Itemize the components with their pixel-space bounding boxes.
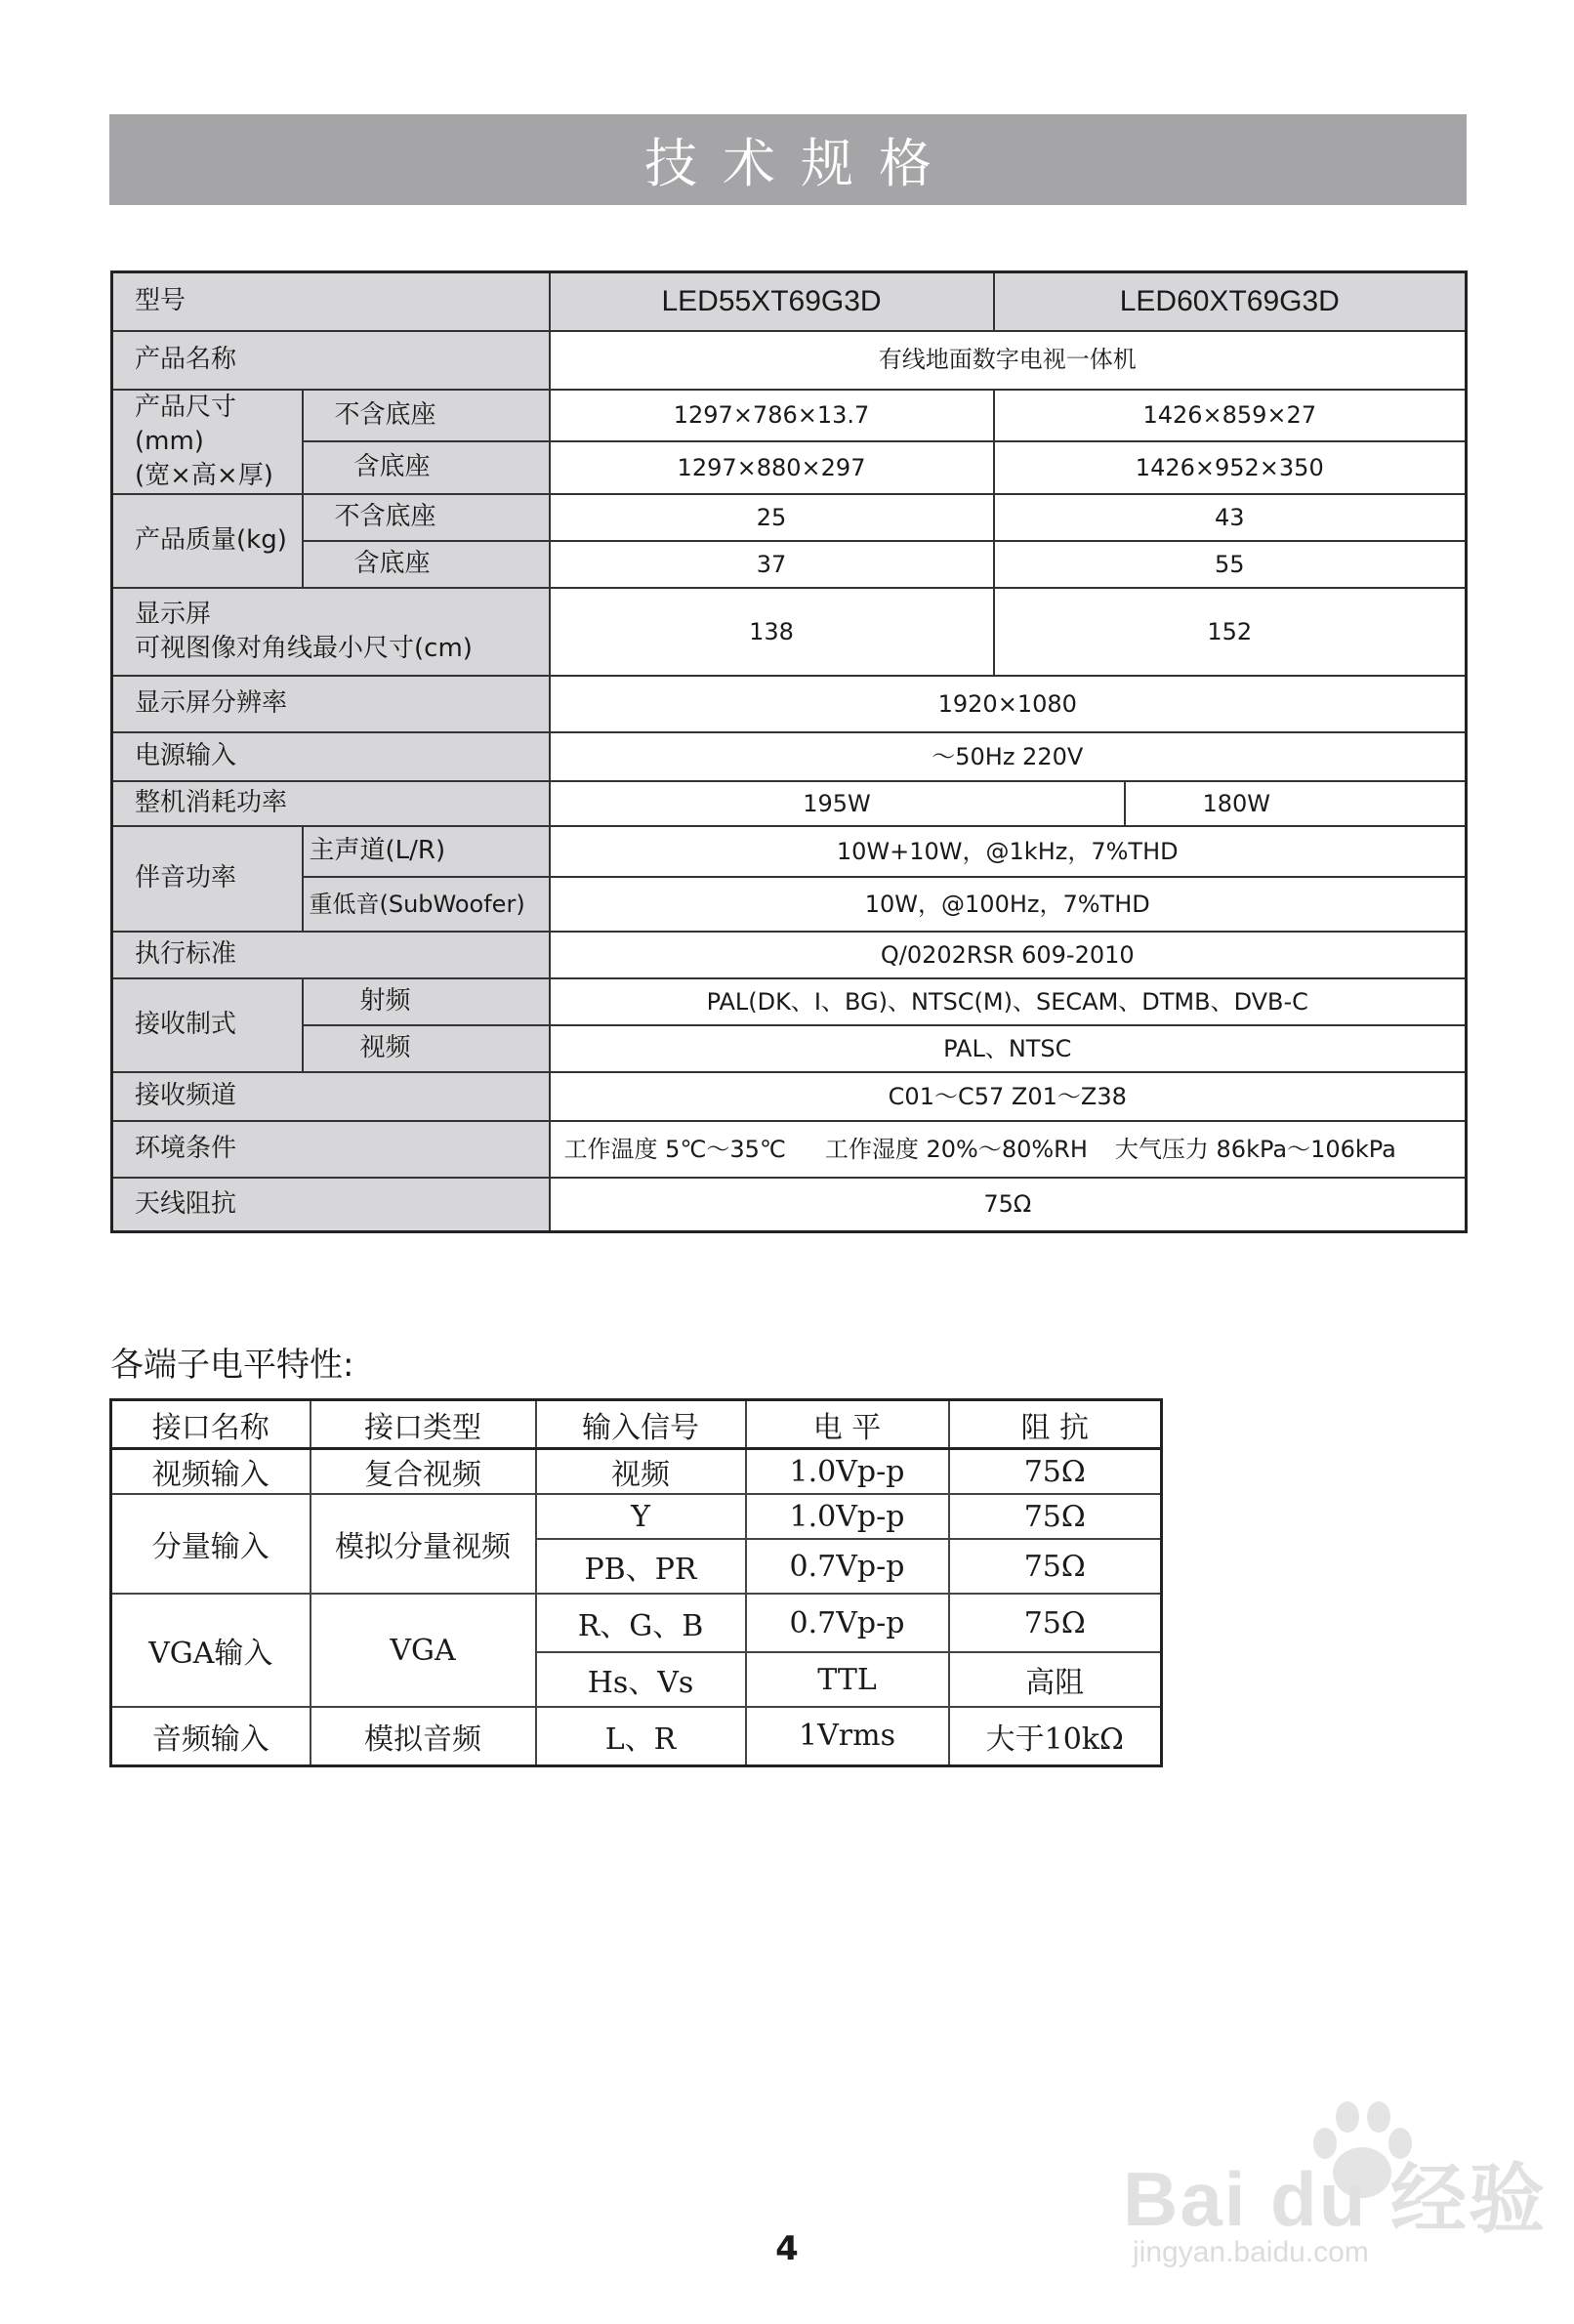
spec-row-weight-with-stand [112,541,1467,588]
component-level-2: 0.7Vp-p [746,1539,949,1594]
channel: C01～C57 Z01～Z38 [550,1072,1467,1121]
size-label-line1: 产品尺寸(mm) [135,392,237,456]
antenna-label: 天线阻抗 [112,1178,550,1232]
video-in-name: 视频输入 [111,1449,311,1495]
weight-with-stand-label: 含底座 [303,541,550,588]
screen-label-line1: 显示屏 [135,599,212,629]
component-impedance-2: 75Ω [949,1539,1162,1594]
audio-name: 音频输入 [111,1707,311,1765]
vga-type: VGA [311,1594,536,1707]
component-type: 模拟分量视频 [311,1494,536,1594]
header-type: 接口类型 [311,1400,536,1449]
component-level-1: 1.0Vp-p [746,1494,949,1539]
vga-level-1: 0.7Vp-p [746,1594,949,1652]
model-1: LED55XT69G3D [550,272,994,331]
vga-name: VGA输入 [111,1594,311,1707]
audio-signal: L、R [536,1707,746,1765]
main-channel: 10W+10W，@1kHz，7%THD [550,826,1467,877]
power-consumption-2: 180W [1202,789,1271,817]
power-consumption-cell [550,781,1467,826]
antenna: 75Ω [550,1178,1467,1232]
size-label [112,390,303,494]
size-no-stand-2: 1426×859×27 [994,390,1467,442]
weight-with-stand-1: 37 [550,541,994,588]
power-input: ～50Hz 220V [550,732,1467,781]
weight-no-stand-label: 不含底座 [303,494,550,541]
standard-label: 执行标准 [112,932,550,978]
audio-type: 模拟音频 [311,1707,536,1765]
size-with-stand-label: 含底座 [303,441,550,494]
video-in-signal: 视频 [536,1449,746,1495]
vga-impedance-1: 75Ω [949,1594,1162,1652]
spec-row-main-channel [112,826,1467,877]
spec-row-size-with-stand [112,441,1467,494]
table-row [111,1494,1162,1539]
levels-table [109,1398,1163,1767]
size-with-stand-1: 1297×880×297 [550,441,994,494]
watermark-url: jingyan.baidu.com [1133,2236,1369,2268]
model-2: LED60XT69G3D [994,272,1467,331]
spec-table [110,270,1468,1233]
component-signal-2: PB、PR [536,1539,746,1594]
resolution-label: 显示屏分辨率 [112,676,550,732]
video-label: 视频 [303,1025,550,1072]
screen-size-2: 152 [994,588,1467,676]
screen-label [112,588,550,676]
video-in-impedance: 75Ω [949,1449,1162,1495]
levels-header-row [111,1400,1162,1449]
weight-label: 产品质量(kg) [112,494,303,588]
spec-row-power-input [112,732,1467,781]
weight-with-stand-2: 55 [994,541,1467,588]
spec-row-screen [112,588,1467,676]
power-consumption-label: 整机消耗功率 [112,781,550,826]
spec-row-model [112,272,1467,331]
subwoofer: 10W，@100Hz，7%THD [550,877,1467,932]
spec-row-channel [112,1072,1467,1121]
size-no-stand-label: 不含底座 [303,390,550,442]
component-impedance-1: 75Ω [949,1494,1162,1539]
main-channel-label: 主声道(L/R) [303,826,550,877]
spec-row-standard [112,932,1467,978]
section-title-levels: 各端子电平特性: [110,1346,354,1385]
component-signal-1: Y [536,1494,746,1539]
vga-level-2: TTL [746,1652,949,1707]
subwoofer-label: 重低音(SubWoofer) [303,877,550,932]
env-temp: 工作温度 5℃～35℃ [563,1135,786,1163]
system-label: 接收制式 [112,978,303,1072]
weight-no-stand-2: 43 [994,494,1467,541]
env-pressure: 大气压力 86kPa～106kPa [1114,1135,1396,1163]
page-number: 4 [775,2229,799,2268]
table-row [111,1449,1162,1495]
screen-label-line2: 可视图像对角线最小尺寸(cm) [135,633,473,663]
video-in-level: 1.0Vp-p [746,1449,949,1495]
spec-row-size-no-stand [112,390,1467,442]
rf-label: 射频 [303,978,550,1025]
vga-signal-1: R、G、B [536,1594,746,1652]
rf: PAL(DK、I、BG)、NTSC(M)、SECAM、DTMB、DVB-C [550,978,1467,1025]
header-name: 接口名称 [111,1400,311,1449]
power-input-label: 电源输入 [112,732,550,781]
video-in-type: 复合视频 [311,1449,536,1495]
env-label: 环境条件 [112,1121,550,1178]
model-label: 型号 [112,272,550,331]
spec-row-power-consumption [112,781,1467,826]
page-title: 技术规格 [109,114,1467,205]
spec-row-weight-no-stand [112,494,1467,541]
header-signal: 输入信号 [536,1400,746,1449]
weight-no-stand-1: 25 [550,494,994,541]
env-humidity: 工作湿度 20%～80%RH [824,1135,1088,1163]
spec-row-rf [112,978,1467,1025]
component-name: 分量输入 [111,1494,311,1594]
channel-label: 接收频道 [112,1072,550,1121]
watermark-logo: Bai du 经验 [1123,2156,1548,2242]
product-name: 有线地面数字电视一体机 [550,331,1467,390]
audio-impedance: 大于10kΩ [949,1707,1162,1765]
table-row [111,1594,1162,1652]
vga-signal-2: Hs、Vs [536,1652,746,1707]
header-level: 电 平 [746,1400,949,1449]
resolution: 1920×1080 [550,676,1467,732]
audio-label: 伴音功率 [112,826,303,932]
spec-row-resolution [112,676,1467,732]
spec-row-video [112,1025,1467,1072]
size-label-line2: (宽×高×厚) [135,460,273,490]
table-row [111,1707,1162,1765]
size-no-stand-1: 1297×786×13.7 [550,390,994,442]
vga-impedance-2: 高阻 [949,1652,1162,1707]
spec-row-product-name [112,331,1467,390]
env-conditions [550,1121,1467,1178]
spec-row-antenna [112,1178,1467,1232]
product-name-label: 产品名称 [112,331,550,390]
header-impedance: 阻 抗 [949,1400,1162,1449]
power-consumption-1: 195W [803,789,871,817]
spec-row-env [112,1121,1467,1178]
audio-level: 1Vrms [746,1707,949,1765]
screen-size-1: 138 [550,588,994,676]
standard: Q/0202RSR 609-2010 [550,932,1467,978]
spec-row-subwoofer [112,877,1467,932]
size-with-stand-2: 1426×952×350 [994,441,1467,494]
video: PAL、NTSC [550,1025,1467,1072]
